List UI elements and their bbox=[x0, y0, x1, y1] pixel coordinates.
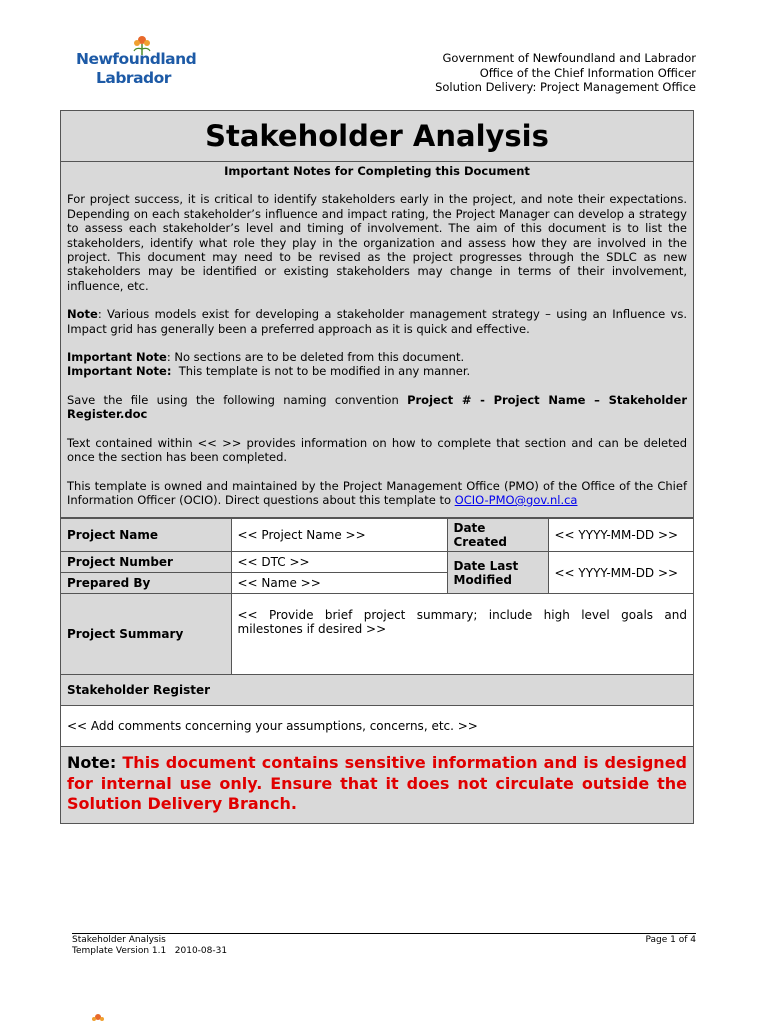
notes-ownership-paragraph bbox=[67, 479, 687, 508]
flower-icon bbox=[88, 1012, 108, 1024]
logo-text-labrador: Labrador bbox=[96, 69, 171, 87]
project-summary-label: Project Summary bbox=[61, 594, 231, 675]
header-line-division: Solution Delivery: Project Management Office bbox=[435, 80, 696, 94]
important-note-text-2: This template is not to be modified in any manner. bbox=[171, 364, 471, 379]
sensitivity-warning bbox=[61, 747, 693, 823]
table-row bbox=[61, 552, 693, 573]
table-row bbox=[61, 594, 693, 675]
footer-divider bbox=[72, 933, 696, 934]
date-last-modified-label: Date Last Modified bbox=[447, 552, 548, 594]
notes-important-paragraph bbox=[67, 350, 687, 379]
project-number-field[interactable]: << DTC >> bbox=[231, 552, 447, 573]
naming-convention: Project # - Project Name – Stakeholder Register.doc bbox=[67, 392, 688, 422]
header-line-office: Office of the Chief Information Officer bbox=[479, 65, 696, 80]
notes-naming-paragraph bbox=[67, 393, 687, 422]
logo-text-newfoundland: Newfoundland bbox=[76, 50, 197, 68]
note-text: : Various models exist for developing a stakeholder management strategy – using an Influence vs. Impact grid has generally been a preferred approach as it is quick and effective. bbox=[67, 307, 687, 336]
note-label: Note bbox=[67, 307, 98, 322]
nl-logo bbox=[76, 34, 196, 90]
important-note-label-1: Important Note bbox=[67, 350, 167, 365]
footer-template-version: Template Version 1.1 2010-08-31 bbox=[72, 946, 228, 956]
ownership-text: This template is owned and maintained by the Project Management Office (PMO) of the Office of the Chief Information Officer (OCIO). Direct questions about this template to bbox=[67, 478, 687, 507]
table-row bbox=[61, 519, 693, 552]
footer-page-number: Page 1 of 4 bbox=[645, 935, 696, 945]
date-last-modified-field[interactable]: << YYYY-MM-DD >> bbox=[548, 552, 693, 594]
stakeholder-register-heading: Stakeholder Register bbox=[61, 675, 693, 706]
footer-document-info bbox=[72, 935, 227, 957]
footer-document-name: Stakeholder Analysis bbox=[72, 935, 166, 945]
header-line-government: Government of Newfoundland and Labrador bbox=[442, 51, 696, 65]
notes-brackets-paragraph: Text contained within << >> provides information on how to complete that section and can be deleted once the section has been completed. bbox=[67, 435, 687, 465]
naming-prefix: Save the file using the following naming convention bbox=[67, 392, 408, 407]
project-number-label: Project Number bbox=[61, 552, 231, 573]
important-note-text-1: : No sections are to be deleted from this document. bbox=[166, 350, 465, 365]
date-created-label: Date Created bbox=[447, 519, 548, 552]
important-note-label-2: Important Note: bbox=[67, 364, 172, 379]
document-title: Stakeholder Analysis bbox=[61, 111, 693, 162]
prepared-by-label: Prepared By bbox=[61, 573, 231, 594]
organization-header bbox=[435, 51, 696, 95]
project-info-table bbox=[61, 518, 693, 675]
prepared-by-field[interactable]: << Name >> bbox=[231, 573, 447, 594]
project-summary-field[interactable]: << Provide brief project summary; include high level goals and milestones if desired >> bbox=[231, 594, 693, 675]
notes-intro-paragraph: For project success, it is critical to identify stakeholders early in the project, and note their expectations. Depending on each stakeholder’s influence and impact rating, the Project Manager can develop a strategy to assess each stakeholder’s level and timing of involvement. The aim of this document is to list the stakeholders, identify what role they play in the organization and assess how they are involved in the project. This document may need to be revised as the project progresses through the SDLC as new stakeholders may be identified or existing stakeholders may change in terms of their involvement, influence, etc. bbox=[67, 192, 687, 293]
pmo-email-link[interactable]: OCIO-PMO@gov.nl.ca bbox=[454, 492, 578, 507]
document-form bbox=[60, 110, 694, 824]
notes-model-paragraph bbox=[67, 307, 687, 336]
project-name-label: Project Name bbox=[61, 519, 231, 552]
assumptions-comment-field[interactable]: << Add comments concerning your assumptions, concerns, etc. >> bbox=[61, 706, 693, 747]
project-name-field[interactable]: << Project Name >> bbox=[231, 519, 447, 552]
notes-heading: Important Notes for Completing this Document bbox=[224, 164, 530, 178]
important-notes-section bbox=[61, 162, 693, 518]
warning-label: Note: bbox=[67, 753, 123, 773]
date-created-field[interactable]: << YYYY-MM-DD >> bbox=[548, 519, 693, 552]
warning-text: This document contains sensitive information and is designed for internal use only. Ensure that it does not circulate outside the Solution Delivery Branch. bbox=[67, 753, 687, 814]
